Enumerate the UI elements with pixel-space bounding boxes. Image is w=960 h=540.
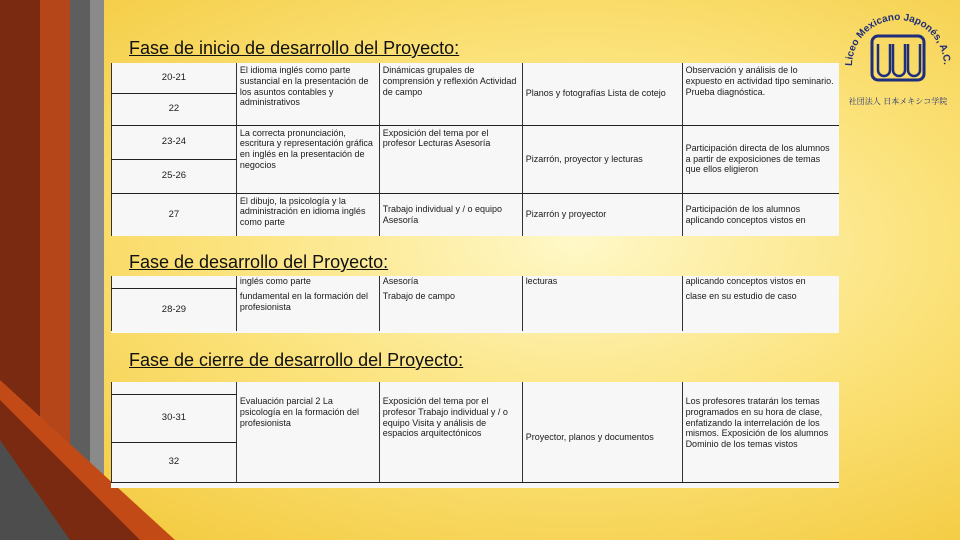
- table-cell-num: 22: [112, 93, 237, 125]
- heading-fase-inicio: Fase de inicio de desarrollo del Proyecto:: [129, 38, 460, 58]
- table-cell-evaluacion: Observación y análisis de lo expuesto en actividad tipo seminario. Prueba diagnóstica.: [682, 63, 839, 125]
- table-fase-inicio: [111, 63, 839, 236]
- table-fase-desarrollo: [111, 276, 839, 333]
- table-cell-evaluacion: aplicando conceptos vistos en: [682, 276, 839, 289]
- table-fase-cierre: [111, 382, 839, 488]
- logo-japanese-text: 社団法人 日本メキシコ学院: [848, 97, 948, 106]
- table-cell-num: 30-31: [112, 394, 237, 442]
- table-cell-estrategias: Trabajo de campo: [379, 289, 522, 331]
- table-cell-num: 20-21: [112, 63, 237, 93]
- table-cell-tema: inglés como parte: [236, 276, 379, 289]
- table-cell-tema: La correcta pronunciación, escritura y representación gráfica en inglés en la presentación de negocios: [236, 125, 379, 193]
- table-cell-recursos: [522, 289, 682, 331]
- table-cell-evaluacion: Los profesores tratarán los temas programados en su hora de clase, enfatizando la interrelación de los mismos. Exposición de los alumnos Dominio de los temas vistos: [682, 394, 839, 482]
- table-cell-tema: El dibujo, la psicología y la administración en idioma inglés como parte: [236, 193, 379, 236]
- table-cell-recursos: Pizarrón y proyector: [522, 193, 682, 236]
- table-cell-evaluacion: Participación directa de los alumnos a partir de exposiciones de temas que ellos eligieron: [682, 125, 839, 193]
- table-cell-evaluacion: clase en su estudio de caso: [682, 289, 839, 331]
- table-cell-num: 32: [112, 442, 237, 482]
- school-logo: [838, 4, 956, 108]
- table-cell-evaluacion: Participación de los alumnos aplicando conceptos vistos en: [682, 193, 839, 236]
- table-cell-estrategias: Exposición del tema por el profesor Trabajo individual y / o equipo Visita y análisis de espacios arquitectónicos: [379, 394, 522, 482]
- table-cell-estrategias: Dinámicas grupales de comprensión y reflexión Actividad de campo: [379, 63, 522, 125]
- svg-text:Liceo Mexicano Japonés, A.C.: [844, 12, 952, 66]
- table-cell-tema: fundamental en la formación del profesionista: [236, 289, 379, 331]
- table-cell-estrategias: Exposición del tema por el profesor Lecturas Asesoría: [379, 125, 522, 193]
- table-cell-num: 25-26: [112, 159, 237, 193]
- table-cell-recursos: Pizarrón, proyector y lecturas: [522, 125, 682, 193]
- table-cell-tema: El idioma inglés como parte sustancial en la presentación de los asuntos contables y administrativos: [236, 63, 379, 125]
- heading-fase-desarrollo: Fase de desarrollo del Proyecto:: [129, 252, 389, 272]
- table-cell-estrategias: Trabajo individual y / o equipo Asesoría: [379, 193, 522, 236]
- table-cell-num: 27: [112, 193, 237, 236]
- heading-fase-cierre: Fase de cierre de desarrollo del Proyecto:: [129, 350, 464, 370]
- table-cell-estrategias: Asesoría: [379, 276, 522, 289]
- table-cell-recursos: Planos y fotografías Lista de cotejo: [522, 63, 682, 125]
- logo-arc-text: Liceo Mexicano Japonés, A.C.: [843, 11, 952, 67]
- table-cell-recursos: lecturas: [522, 276, 682, 289]
- table-cell-num: 28-29: [112, 289, 237, 331]
- table-cell-num: 23-24: [112, 125, 237, 159]
- table-cell-tema: Evaluación parcial 2 La psicología en la formación del profesionista: [236, 394, 379, 482]
- table-cell-recursos: Proyector, planos y documentos: [522, 394, 682, 482]
